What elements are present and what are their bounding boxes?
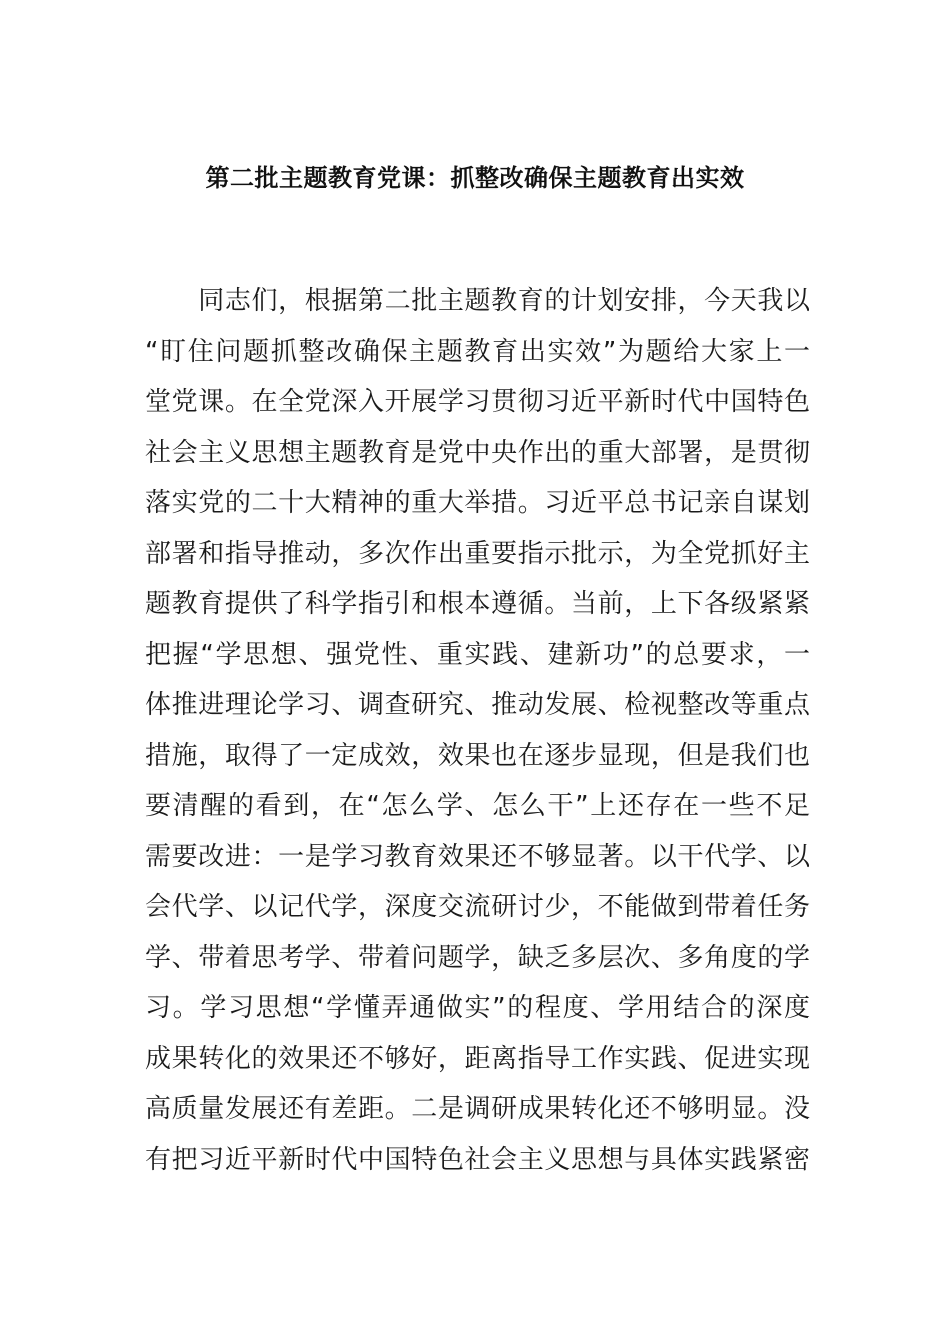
paragraph-line: 有把习近平新时代中国特色社会主义思想与具体实践紧密	[145, 1144, 810, 1175]
paragraph-line: 成果转化的效果还不够好，距离指导工作实践、促进实现	[145, 1043, 810, 1074]
paragraph-line: 学、带着思考学、带着问题学，缺乏多层次、多角度的学	[145, 942, 810, 973]
paragraph-line: 落实党的二十大精神的重大举措。习近平总书记亲自谋划	[145, 488, 810, 518]
paragraph-line: 社会主义思想主题教育是党中央作出的重大部署，是贯彻	[145, 437, 810, 468]
paragraph-line: 部署和指导推动，多次作出重要指示批示，为全党抓好主	[145, 538, 810, 569]
paragraph-line: 习。学习思想“学懂弄通做实”的程度、学用结合的深度	[145, 993, 810, 1023]
paragraph-line: 措施，取得了一定成效，效果也在逐步显现，但是我们也	[145, 740, 810, 771]
document-title: 第二批主题教育党课：抓整改确保主题教育出实效	[205, 164, 745, 192]
paragraph-line: 需要改进：一是学习教育效果还不够显著。以干代学、以	[145, 841, 810, 872]
paragraph-line: 同志们，根据第二批主题教育的计划安排，今天我以	[145, 286, 810, 316]
paragraph-line: 会代学、以记代学，深度交流研讨少，不能做到带着任务	[145, 892, 810, 922]
paragraph-line: 把握“学思想、强党性、重实践、建新功”的总要求，一	[145, 639, 810, 670]
paragraph-line: 堂党课。在全党深入开展学习贯彻习近平新时代中国特色	[145, 387, 810, 417]
paragraph-line: 要清醒的看到，在“怎么学、怎么干”上还存在一些不足	[145, 791, 810, 821]
paragraph-line: “盯住问题抓整改确保主题教育出实效”为题给大家上一	[145, 336, 810, 367]
paragraph-line: 体推进理论学习、调查研究、推动发展、检视整改等重点	[145, 690, 810, 720]
paragraph-line: 题教育提供了科学指引和根本遵循。当前，上下各级紧紧	[145, 589, 810, 619]
body-paragraph	[145, 276, 810, 1185]
paragraph-line: 高质量发展还有差距。二是调研成果转化还不够明显。没	[145, 1094, 810, 1124]
